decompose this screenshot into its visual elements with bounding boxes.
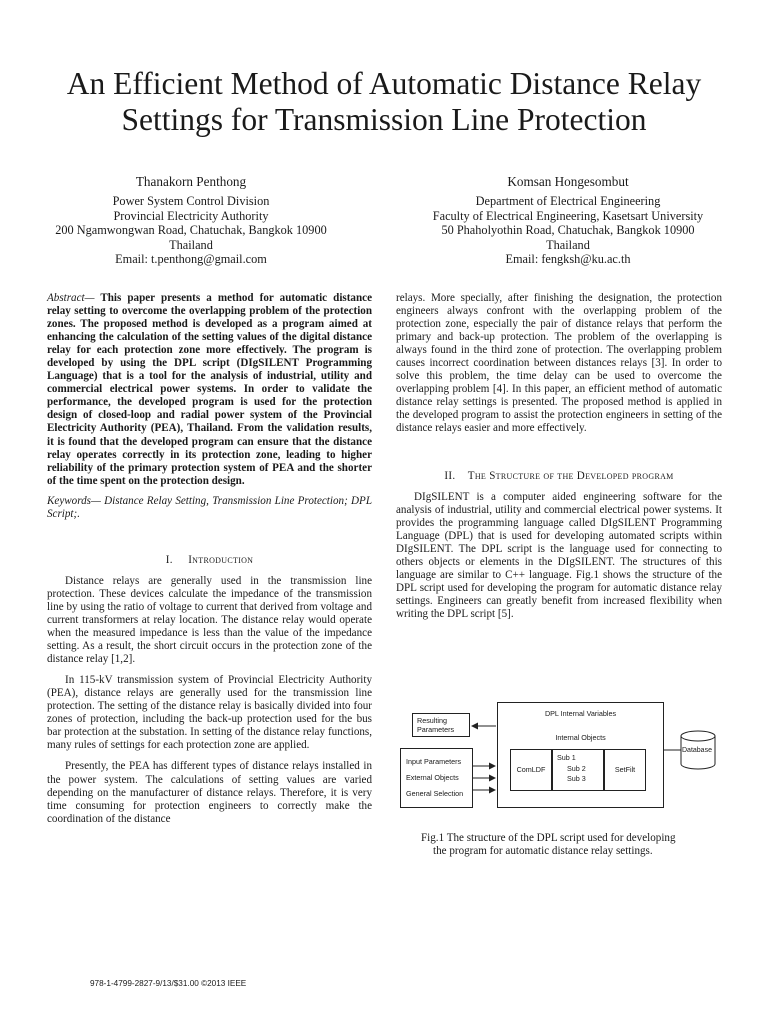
author-affiliation: Department of Electrical Engineering <box>475 194 661 209</box>
paper-title <box>40 66 728 138</box>
abstract-text: This paper presents a method for automatic distance relay setting to overcome the overlapping problem of the protection zones. The proposed method is developed as a program aimed at enhancing the calculation of the setting values of the digital distance relay for each protection zone more effectively. The program is developed by using the DPL script (DIgSILENT Programming Language) that is a tool for the analysis of industrial, utility and commercial electrical power systems. In order to validate the performance, the developed program is used for the protection design of closed-loop and radial power system of the Provincial Electricity Authority (PEA), Thailand. From the validation results, it is found that the developed program can ensure that the distance relay operates correctly in its protection zone, leading to higher reliability of the primary protection system of PEA and the shorter of the time spent on the protection design. <box>47 292 372 487</box>
external-objects-label: External Objects <box>406 773 459 782</box>
author-email: Email: t.penthong@gmail.com <box>115 252 267 267</box>
general-selection-label: General Selection <box>406 789 464 798</box>
keywords: Keywords— Distance Relay Setting, Transmission Line Protection; DPL Script;. <box>47 494 372 520</box>
paragraph: DIgSILENT is a computer aided engineering software for the analysis of industrial, utility and commercial electrical power systems. It provides the programming language called DIgSILENT Programming Language (DPL) that is used for developing automated scripts within DIgSILENT. The DPL script is the language used for connecting to others objects or elements in the DIgSILENT. The structures of this language are similar to C++ language. Fig.1 shows the structure of the DPL script used for developing the program for automatic distance relay settings. Engineers can greatly benefit from increased flexibility when writing the DPL script [5]. <box>396 490 722 620</box>
left-column <box>47 292 372 826</box>
section-heading-structure: II. The Structure of the Developed program <box>444 469 674 482</box>
author-name: Thanakorn Penthong <box>135 174 247 189</box>
copyright-footer: 978-1-4799-2827-9/13/$31.00 ©2013 IEEE <box>90 979 247 988</box>
paragraph: In 115-kV transmission system of Provincial Electricity Authority (PEA), distance relays are generally used for the transmission line protection. The setting of the distance relay is basically divided into four zones of protection, including the back-up protection used for the bus bar protection at the substation. In setting of the distance relay functions, many rules of settings for each protection zone are applied. <box>47 674 372 752</box>
section-heading-introduction: I. Introduction <box>165 553 254 566</box>
paragraph: Distance relays are generally used in the transmission line protection. These devices calculate the impedance of the transmission line by using the ratio of voltage to current that derived from voltage and current transformers at relay location. The distance relay would operate when the measured impedance is less than the value of the impedance setting. As a result, the short circuit occurs in the protection zone of the distance relay [1,2]. <box>47 574 372 666</box>
title-line-1: An Efficient Method of Automatic Distance Relay <box>66 66 702 101</box>
sub3-label: Sub 3 <box>567 774 586 783</box>
author-block-1 <box>26 175 356 266</box>
comldf-box: ComLDF <box>510 749 552 791</box>
author-affiliation: Faculty of Electrical Engineering, Kasetsart University <box>432 208 704 223</box>
abstract <box>47 292 372 488</box>
abstract-label: Abstract— <box>47 292 95 304</box>
input-box <box>400 748 473 808</box>
sub-scripts-box <box>552 749 604 791</box>
author-affiliation: Power System Control Division <box>112 194 270 209</box>
caption-line-1: Fig.1 The structure of the DPL script used for developing <box>421 832 676 844</box>
sub2-label: Sub 2 <box>567 764 586 773</box>
resulting-parameters-box: Resulting Parameters <box>412 713 470 737</box>
author-block-2 <box>396 175 740 266</box>
dpl-vars-label: DPL Internal Variables <box>544 709 617 718</box>
author-address: 200 Ngamwongwan Road, Chatuchak, Bangkok 10900 <box>55 223 327 238</box>
author-affiliation: Provincial Electricity Authority <box>113 208 269 223</box>
paragraph: Presently, the PEA has different types of distance relays installed in the power system. The calculations of setting values are varied depending on the manufacturer of distance relays. Therefore, it is very time consuming for protection engineers to correctly make the coordination of the distance <box>47 760 372 825</box>
setfilt-box: SetFilt <box>604 749 646 791</box>
author-country: Thailand <box>546 237 590 252</box>
internal-objects-label: Internal Objects <box>555 733 606 742</box>
input-parameters-label: Input Parameters <box>406 757 462 766</box>
sub1-label: Sub 1 <box>557 753 576 762</box>
paragraph: relays. More specially, after finishing the designation, the protection engineers always confront with the overlapping problem of the protection zone, especially the pair of distance relays that perform the primary and back-up protection. The problem of the overlapping is always found in the third zone of protection. The overlapping problem causes incorrect coordination between distances relays [3]. In order to solve this problem, the time delay can be used to overcome the overlapping problem [4]. In this paper, an efficient method of automatic distance relay settings is presented. The proposed method is applied in the developed program to assist the protection engineers in setting of the distance relays easier and more effectively. <box>396 292 722 435</box>
right-column <box>396 292 722 621</box>
author-address: 50 Phaholyothin Road, Chatuchak, Bangkok 10900 <box>441 223 695 238</box>
caption-line-2: the program for automatic distance relay settings. <box>433 845 653 857</box>
author-email: Email: fengksh@ku.ac.th <box>505 252 631 267</box>
database-label: Database <box>682 747 712 754</box>
title-line-2: Settings for Transmission Line Protection <box>121 102 647 137</box>
author-country: Thailand <box>169 237 213 252</box>
figure-caption <box>421 832 721 858</box>
author-name: Komsan Hongesombut <box>507 174 629 189</box>
figure-dpl-structure <box>398 702 728 818</box>
